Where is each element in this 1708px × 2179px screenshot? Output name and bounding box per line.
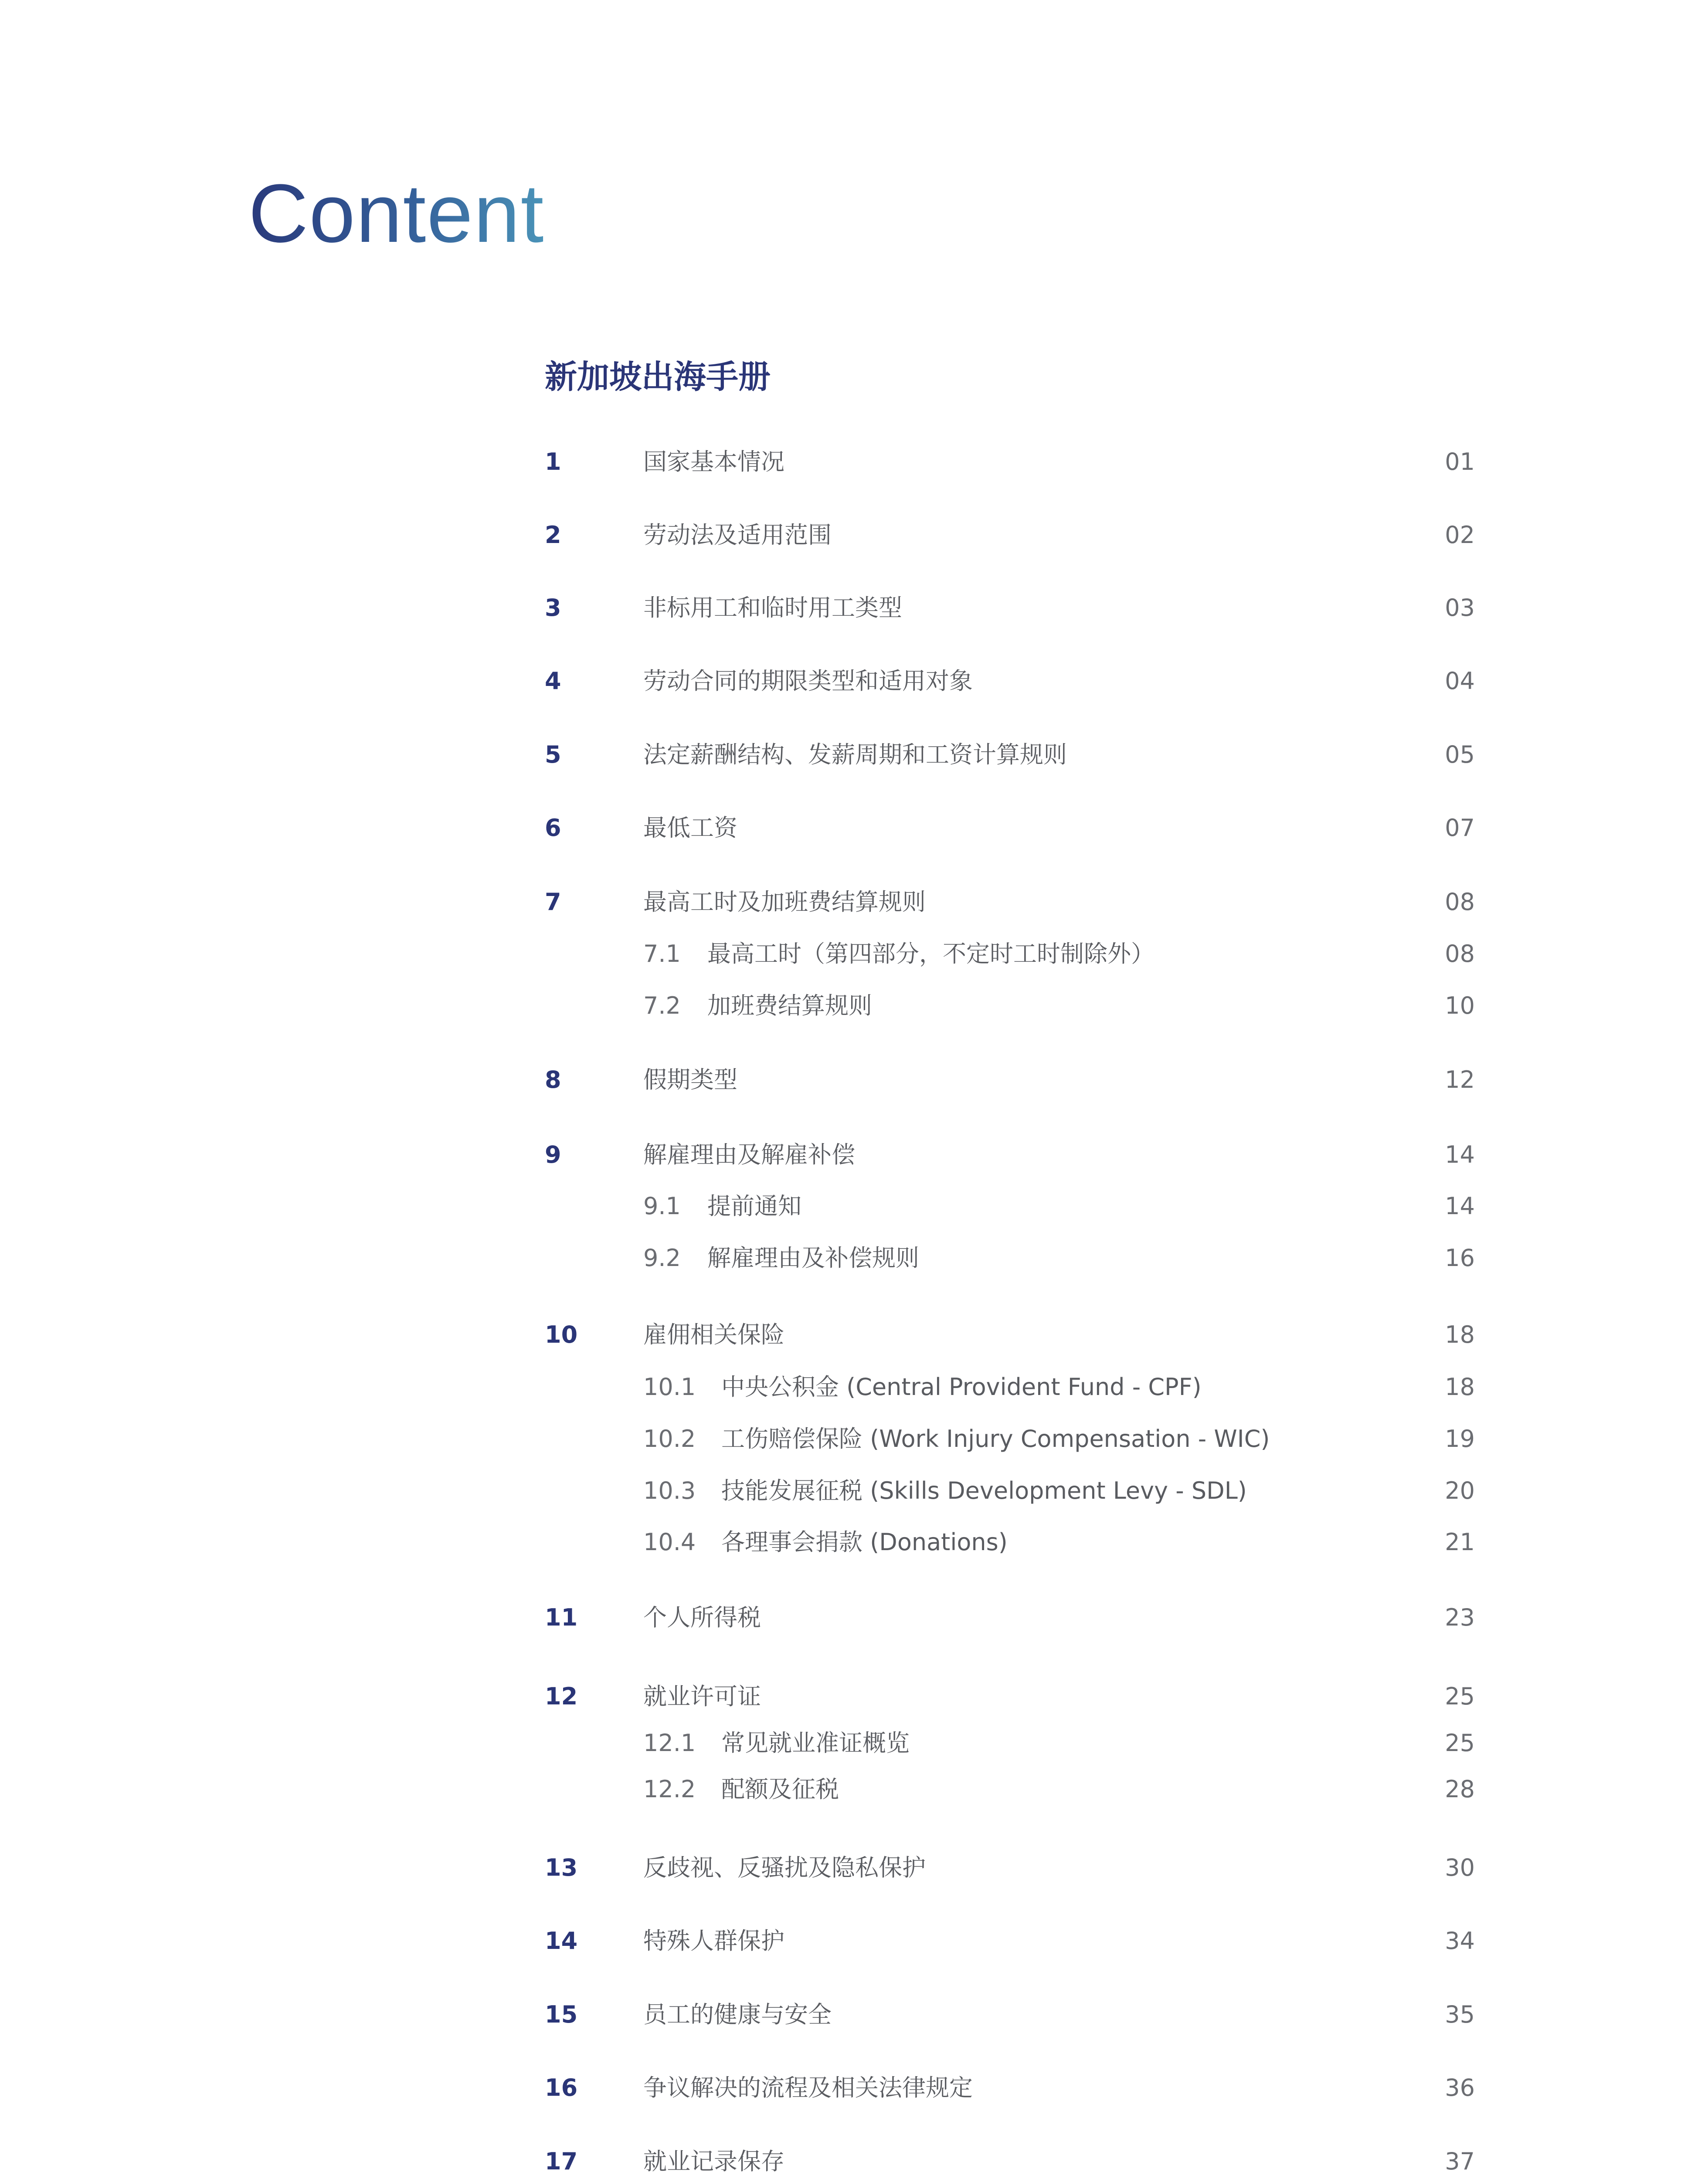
toc-subitem-number: 10.3 [643,1477,696,1504]
toc-item-label: 最高工时及加班费结算规则 [643,888,926,916]
toc-item-page: 14 [1445,1141,1475,1168]
toc-item-number: 14 [545,1927,578,1955]
toc-item-page: 25 [1445,1683,1475,1710]
toc-item-number: 2 [545,521,561,549]
toc-item-page: 03 [1445,594,1475,621]
toc-subitem-label: 加班费结算规则 [707,992,872,1019]
toc-subitem-page: 16 [1445,1244,1475,1272]
toc-item-label: 特殊人群保护 [643,1927,784,1955]
toc-item-label: 国家基本情况 [643,448,784,475]
toc-subitem-number: 9.2 [643,1244,681,1272]
toc-item-page: 05 [1445,741,1475,768]
toc-item-page: 01 [1445,448,1475,475]
toc-subitem-label: 解雇理由及补偿规则 [707,1244,919,1272]
toc-item-number: 13 [545,1854,578,1881]
toc-item-number: 10 [545,1321,578,1348]
toc-item-page: 02 [1445,521,1475,549]
toc-item-page: 08 [1445,888,1475,916]
toc-item-label: 法定薪酬结构、发薪周期和工资计算规则 [643,741,1067,768]
toc-item-label: 雇佣相关保险 [643,1321,784,1348]
toc-item-label: 劳动合同的期限类型和适用对象 [643,667,973,695]
toc-item-page: 23 [1445,1604,1475,1631]
toc-subitem-label: 提前通知 [707,1192,801,1220]
toc-item-label: 就业记录保存 [643,2148,784,2175]
toc-item-label: 反歧视、反骚扰及隐私保护 [643,1854,926,1881]
toc-subitem-number: 10.1 [643,1373,696,1401]
toc-item-page: 34 [1445,1927,1475,1955]
toc-subitem-number: 10.4 [643,1528,696,1556]
toc-subitem-page: 28 [1445,1775,1475,1803]
toc-subitem-page: 19 [1445,1425,1475,1453]
toc-item-label: 劳动法及适用范围 [643,521,832,549]
toc-item-page: 37 [1445,2148,1475,2175]
toc-item-label: 非标用工和临时用工类型 [643,594,902,621]
toc-subitem-label: 中央公积金 (Central Provident Fund - CPF) [721,1373,1202,1401]
page-title: Content [248,167,545,260]
toc-item-number: 11 [545,1604,578,1631]
toc-item-number: 3 [545,594,561,621]
document-subtitle: 新加坡出海手册 [545,358,771,396]
toc-item-page: 12 [1445,1066,1475,1093]
toc-item-number: 6 [545,814,561,842]
toc-subitem-number: 12.1 [643,1729,696,1757]
toc-item-number: 5 [545,741,561,768]
toc-subitem-page: 14 [1445,1192,1475,1220]
toc-subitem-page: 25 [1445,1729,1475,1757]
toc-item-number: 15 [545,2001,578,2028]
toc-subitem-page: 21 [1445,1528,1475,1556]
toc-item-number: 8 [545,1066,561,1093]
toc-subitem-number: 9.1 [643,1192,681,1220]
toc-subitem-label: 技能发展征税 (Skills Development Levy - SDL) [721,1477,1247,1504]
toc-item-number: 12 [545,1683,578,1710]
toc-item-page: 30 [1445,1854,1475,1881]
toc-item-number: 17 [545,2148,578,2175]
toc-subitem-label: 各理事会捐款 (Donations) [721,1528,1008,1556]
toc-item-label: 解雇理由及解雇补偿 [643,1141,855,1168]
toc-item-label: 就业许可证 [643,1683,761,1710]
toc-subitem-page: 08 [1445,940,1475,967]
toc-item-number: 9 [545,1141,561,1168]
toc-subitem-page: 10 [1445,992,1475,1019]
toc-item-label: 个人所得税 [643,1604,761,1631]
toc-item-number: 7 [545,888,561,916]
toc-item-label: 争议解决的流程及相关法律规定 [643,2074,973,2101]
toc-subitem-page: 20 [1445,1477,1475,1504]
toc-item-label: 假期类型 [643,1066,737,1093]
toc-subitem-label: 常见就业准证概览 [721,1729,910,1757]
toc-item-number: 4 [545,667,561,695]
toc-item-page: 04 [1445,667,1475,695]
toc-subitem-number: 12.2 [643,1775,696,1803]
toc-item-page: 07 [1445,814,1475,842]
toc-subitem-number: 7.2 [643,992,681,1019]
toc-item-page: 35 [1445,2001,1475,2028]
toc-subitem-number: 10.2 [643,1425,696,1453]
toc-item-number: 1 [545,448,561,475]
toc-subitem-number: 7.1 [643,940,681,967]
toc-item-number: 16 [545,2074,578,2101]
toc-item-page: 18 [1445,1321,1475,1348]
toc-subitem-label: 工伤赔偿保险 (Work Injury Compensation - WIC) [721,1425,1270,1453]
toc-subitem-page: 18 [1445,1373,1475,1401]
toc-subitem-label: 配额及征税 [721,1775,839,1803]
toc-item-page: 36 [1445,2074,1475,2101]
toc-item-label: 最低工资 [643,814,737,842]
toc-item-label: 员工的健康与安全 [643,2001,832,2028]
toc-subitem-label: 最高工时（第四部分，不定时工时制除外） [707,940,1155,967]
